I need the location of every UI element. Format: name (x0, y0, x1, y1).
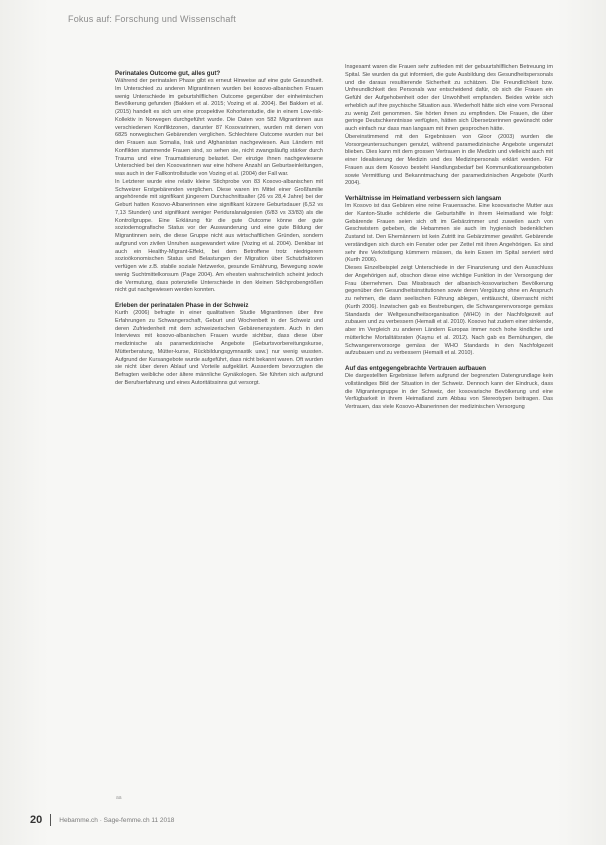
section-heading: Perinatales Outcome gut, alles gut? (115, 70, 221, 77)
body-paragraph: Im Kosovo ist das Gebären eine reine Frauensache. Eine kosovarische Mutter aus der Kanton-Studie schilderte die Geburtshilfe in ihrem Heimatland wie folgt: Gebärende Frauen seien sich oft im Gebärzimmer und zuweilen auch von Geschwistern gebeben, die Hebammen sie auch im hygienisch bedenklichen Zustand ist. Den Ehemännern ist kein Zutritt ins Gebärzimmer gewährt. Gebärende verständigen sich durch ein Fenster oder per Zettel mit ihren Angehörigen. Es sind sehr ihre Verköstigung kümmern müssen, da kein Essen im Spital serviert wird (Kurth 2006). (345, 203, 553, 264)
section-heading: Verhältnisse im Heimatland verbessern sich langsam (345, 195, 502, 202)
body-paragraph: Dieses Einzelbeispiel zeigt Unterschiede in der Finanzierung und den Ausschluss der Angehörigen auf, obschon diese eine wichtige Funktion in der Versorgung der Frau übernehmen. Das Missbrauch der albanisch-kosovarischen Bevölkerung gegenüber den Gesundheitsinstitutionen sowie deren Vergütung ohne en Anspruch zu nehmen, die dann seelischen Führung ablegen, enttäuscht, überrascht nicht (Kurth 2006). Inzwischen gab es Bestrebungen, die Schwangerenvorsorge gemäss Standards der Weltgesundheitsorganisation (WHO) in der Nachfolgezeit auf zubauen und zu verbessern (Hemaili et al. 2010). Kosovo hat zudem einer sinkende, aber im Vergleich zu anderen Ländern Europas immer noch hohe kindliche und mütterliche Mortalitätsraten (Kaynu et al. 2012). Nach gab es Bemühungen, die Schwangerenvorsorge gemäss der WHO Standards in den Nachfolgezeit aufzubauen und zu verbessern (Hemaili et al. 2010). (345, 265, 553, 357)
small-mark: aa (116, 795, 122, 801)
body-paragraph: Insgesamt waren die Frauen sehr zufrieden mit der gebuurtshilflichen Betreuung im Spital. Sie wurden da gut informiert, die gute Ausbildung des Gesundheitspersonals und die daraus resultierende Sicherheit zu schätzen. Die Freundlichkeit bzw. Unfreundlichkeit des Personals war entscheidend dafür, ob sich die Frauen ein Gefühl der Aufgehobenheit oder der Unwohlheit empfanden. Beides wirkte sich erheblich auf ihre psychische Situation aus. Wiederholt hätte sich eine vom Personal zu wenig Zeit genommen. Sie hörten ihnen zu empfinden. Die Frauen, die über geringe Deutschkenntnisse verfügten, hätten sich Übersetzerinnen gewünscht oder auch einfach nur dass man langsam mit ihnen gesprochen hätte. (345, 64, 553, 132)
footer-divider (50, 814, 51, 826)
right-column (345, 64, 553, 412)
page-number: 20 (30, 814, 43, 826)
left-column (115, 70, 323, 388)
section-heading: Erleben der perinatalen Phase in der Schweiz (115, 302, 249, 309)
body-paragraph: Die dargestellten Ergebnisse liefern aufgrund der begrenzten Datengrundlage kein vollständiges Bild der Situation in der Schweiz. Dennoch kann der Eindruck, dass die Migrantengruppe in der Schweiz, der kosovarische Bevölkerung und eine Verfügbarkeit in ihrem Heimatland zum Abbau von Stereotypen beitragen. Das Vertrauen, das viele Kosovo-Albanerinnen der medizinischen Versorgung (345, 373, 553, 410)
running-head: Fokus auf: Forschung und Wissenschaft (68, 14, 236, 24)
body-paragraph: In Letzterer wurde eine relativ kleine Stichprobe von 83 Kosovo-albanischen mit Schweizer Erstgebärenden verglichen. Diese waren im Mittel einer Großfamilie angehörende mit signifikant jüngerem Durchschnittsalter (26 vs 28,4 Jahre) bei der Geburt hatten Kosovo-Albanerinnen eine signifikant kürzere Geburtsdauer (6,52 vs 7,13 Stunden) und signifikant weniger Periduralanalgesien (6/83 vs 33/83) als die Kontrollgruppe. Eine Erklärung für die gute Outcome könne der gute soziodemografische Status vor der Auswanderung und eine gute Bildung der Migrantinnen sein, die diese Gruppe nicht aus wirtschaftlichen Gründen, sondern aufgrund von zivilen Unruhen ausgewandert wäre (Vozing et al. 2004). Denkbar ist auch ein Healthy-Migrant-Effekt, bei dem Betroffene trotz niedrigerem sozioökonomischen Status und Belastungen der Migration über Schutzfaktoren verfügen wie z.B. stabile soziale Netzwerke, gesunde Ernährung, Bewegung sowie wenig Suchtmittelkonsum (Page 2004). Am ehesten wahrscheinlich scheint jedoch die Vermutung, dass potenzielle Unterschiede in den kleinen Stichprobengrößen nicht gut nachgewiesen werden konnten. (115, 178, 323, 294)
body-paragraph: Kurth (2006) befragte in einer qualitativen Studie Migrantinnen über ihre Erfahrungen zu Schwangerschaft, Geburt und Wochenbett in der Schweiz und deren Zufriedenheit mit dem schweizerischen Gebärenensystem. Auch in den Interviews mit kosovo-albanischen Frauen wurde sichtbar, dass diese über medizinische als paramedizinische Angebote (Geburtsvorbereitungskurse, Mütterberatung, Mütter-kurse, Rückbildungsgymnastik usw.) nur wenig wussten. Aufgrund der Kursangebote wurde aufgeführt, dass nicht bekannt waren. Oft wurden sie nicht über deren Ablauf und Vorteile aufgeklärt. Ausserdem bevorzugten die Befragten weibliche oder ältere männliche Gynäkologen. Sie führten sich aufgrund der Berufserfahrung und eines Autoritätssinns gut versorgt. (115, 310, 323, 386)
section-heading: Auf das entgegengebrachte Vertrauen aufbauen (345, 365, 486, 372)
publication-info: Hebamme.ch · Sage-femme.ch 11 2018 (59, 816, 175, 824)
body-paragraph: Während der perinatalen Phase gibt es erneut Hinweise auf eine gute Gesundheit. Im Unterschied zu anderen Migrantinnen wurden bei kosovo-albanischen Frauen wenig Unterschiede im geburtshilflichen Outcome gegenüber der einheimischen Bevölkerung gefunden (Bakken et al. 2015; Vozing et al. 2004). Bei Bakken et al. (2015) handelt es sich um eine prospektive Kohortenstudie, die in einem Low-risk-Kollektiv in Norwegen durchgeführt wurde. Die Daten von 582 Migrantinnen aus verschiedenen Konfliktzonen, darunter 87 Kosovarinnen, wurden mit denen von 6825 norwegischen Gebärenden verglichen. Schlechtere Outcome wurden nur bei den Frauen aus Somalia, Irak und Afghanistan nachgewiesen. Aus Ländern mit Konflikten stammende Frauen sind, so sehen sie, nicht zwangsläufig stärker durch Trauma und eine Traumatisierung belastet. Der einzige ihnen nachgewiesene Unterschied bei den Kosovarinnen war eine höhere Anzahl an Geburtseinleitungen, was auch in der Fallkontrollstudie von Vozing et al. (2004) der Fall war. (115, 78, 323, 177)
page-footer (30, 813, 174, 827)
body-paragraph: Übereinstimmend mit den Ergebnissen von Gloor (2003) wurden die Vorsorgeuntersuchungen genutzt, während paramedizinische Angebote ungenutzt blieben. Dies kann mit dem grossen Vertrauen in die Medizin und vielleicht auch mit einer Idealisierung der Medizin und des Medizinpersonals erklärt werden. Für Frauen aus dem Kosovo besteht Handlungsbedarf bei Kommunikationsangeboten sowie Vermittlung und Bekanntmachung der paramedizinischen Angebote (Kurth 2004). (345, 133, 553, 187)
